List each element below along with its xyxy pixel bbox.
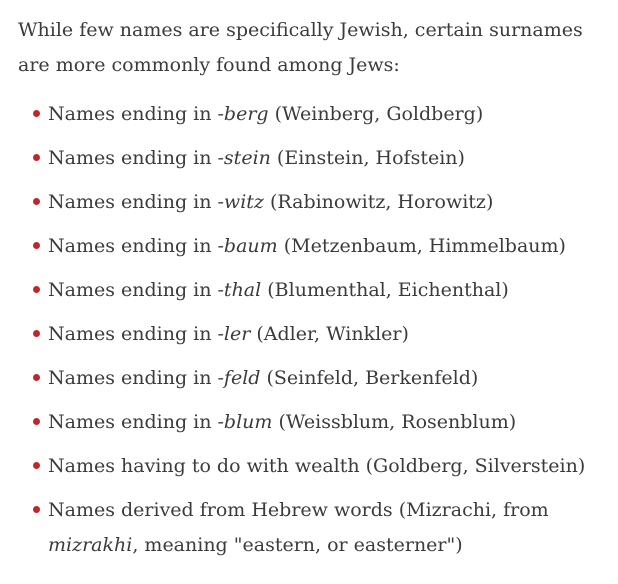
bullet-icon: [33, 506, 40, 513]
item-text-pre: Names having to do with wealth (Goldberg, Silverstein): [48, 455, 586, 477]
item-text-post: (Seinfeld, Berkenfeld): [260, 367, 479, 389]
list-item-text: [48, 279, 509, 301]
item-text-pre: Names ending in: [48, 367, 218, 389]
list-item: [48, 185, 600, 220]
item-text-pre: Names ending in: [48, 323, 218, 345]
item-text-italic: -ler: [217, 323, 251, 345]
item-text-post: , meaning "eastern, or easterner"): [132, 534, 463, 556]
item-text-italic: -baum: [217, 235, 278, 257]
list-item: [48, 273, 600, 308]
item-text-post: (Weissblum, Rosenblum): [272, 411, 517, 433]
item-text-italic: -feld: [217, 367, 261, 389]
item-text-post: (Metzenbaum, Himmelbaum): [277, 235, 566, 257]
list-item-text: [48, 499, 549, 556]
list-item-text: [48, 235, 566, 257]
bullet-icon: [33, 462, 40, 469]
bullet-icon: [33, 198, 40, 205]
item-text-italic: mizrakhi: [48, 534, 133, 556]
list-item: [48, 141, 600, 176]
item-text-post: (Einstein, Hofstein): [270, 147, 465, 169]
item-text-italic: -thal: [217, 279, 262, 301]
bullet-icon: [33, 374, 40, 381]
item-text-pre: Names derived from Hebrew words (Mizrachi, from: [48, 499, 549, 521]
bullet-icon: [33, 286, 40, 293]
item-text-pre: Names ending in: [48, 191, 218, 213]
item-text-pre: Names ending in: [48, 103, 218, 125]
list-item-text: [48, 411, 516, 433]
item-text-italic: -blum: [217, 411, 273, 433]
list-item: [48, 405, 600, 440]
bullet-icon: [33, 242, 40, 249]
item-text-pre: Names ending in: [48, 411, 218, 433]
item-text-post: (Weinberg, Goldberg): [268, 103, 484, 125]
item-text-pre: Names ending in: [48, 147, 218, 169]
item-text-italic: -stein: [217, 147, 271, 169]
bullet-icon: [33, 330, 40, 337]
list-item-text: [48, 455, 585, 477]
list-item-text: [48, 367, 478, 389]
item-text-post: (Adler, Winkler): [250, 323, 409, 345]
list-item: [48, 449, 600, 484]
list-item-text: [48, 147, 465, 169]
item-text-italic: -witz: [217, 191, 264, 213]
item-text-italic: -berg: [217, 103, 269, 125]
bullet-icon: [33, 154, 40, 161]
bullet-icon: [33, 110, 40, 117]
list-item: [48, 493, 600, 563]
list-item: [48, 97, 600, 132]
list-item-text: [48, 191, 493, 213]
bullet-icon: [33, 418, 40, 425]
item-text-post: (Rabinowitz, Horowitz): [263, 191, 494, 213]
intro-paragraph: While few names are specifically Jewish, certain surnames are more commonly found among Jews:: [18, 19, 583, 76]
list-item-text: [48, 103, 483, 125]
list-item-text: [48, 323, 409, 345]
surname-list: [18, 97, 600, 563]
list-item: [48, 317, 600, 352]
item-text-pre: Names ending in: [48, 279, 218, 301]
item-text-pre: Names ending in: [48, 235, 218, 257]
item-text-post: (Blumenthal, Eichenthal): [261, 279, 509, 301]
list-item: [48, 361, 600, 396]
list-item: [48, 229, 600, 264]
